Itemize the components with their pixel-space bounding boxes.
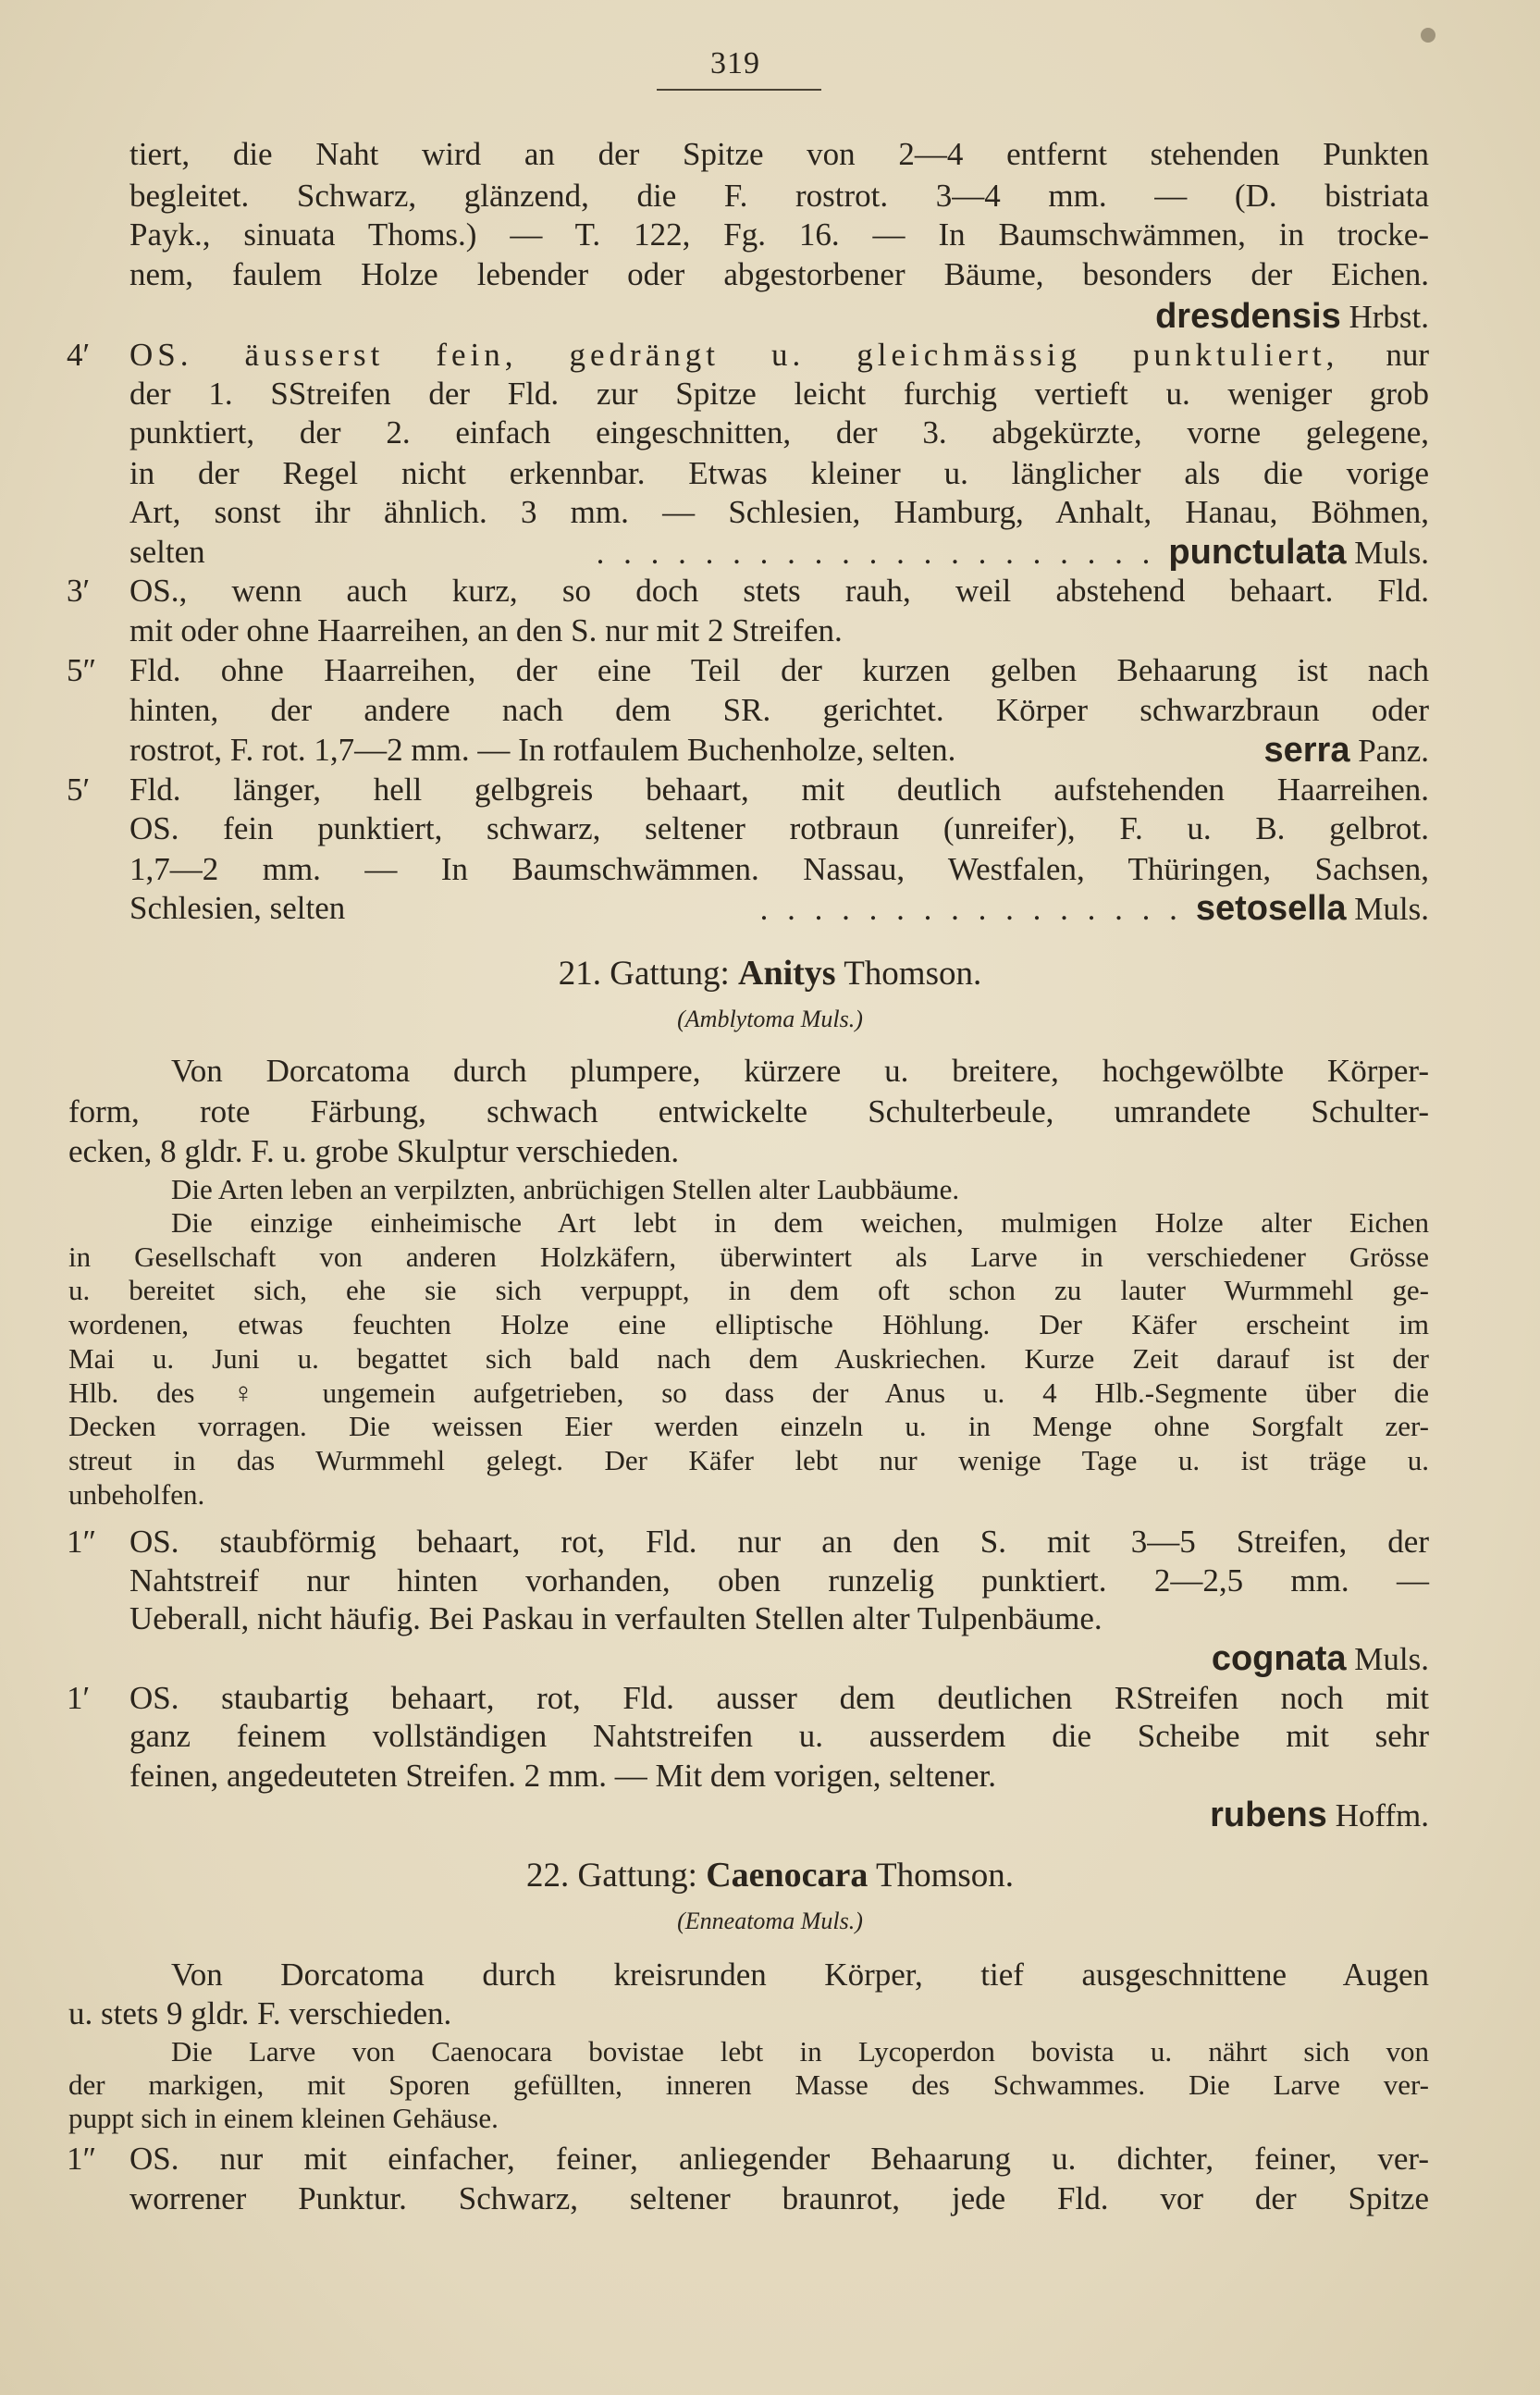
text-line	[0, 1051, 1540, 1092]
line-text	[129, 650, 1429, 691]
genus-heading	[0, 953, 1540, 994]
species-name: rubens	[1210, 1796, 1327, 1834]
text-line	[0, 176, 1540, 216]
line-text	[129, 2179, 1429, 2219]
line-text	[129, 770, 1429, 810]
text-line	[0, 532, 1540, 573]
line-content: Nahtstreif nur hinten vorhanden, oben runzelig punktiert. 2—2,5 mm. —	[129, 1562, 1429, 1599]
line-text	[129, 254, 1429, 295]
line-text: Die Larve von Caenocara bovistae lebt in Lycoperdon bovista u. nährt sich von	[171, 2035, 1429, 2068]
line-text: Von Dorcatoma durch kreisrunden Körper, tief ausgeschnittene Augen	[171, 1957, 1429, 1993]
line-content: tiert, die Naht wird an der Spitze von 2—4 entfernt stehenden Punkten	[129, 136, 1429, 172]
line-text: Mai u. Juni u. begattet sich bald nach dem Auskriechen. Kurze Zeit darauf ist der	[68, 1342, 1429, 1375]
line-text: der markigen, mit Sporen gefüllten, inneren Masse des Schwammes. Die Larve ver-	[68, 2068, 1429, 2101]
key-number: 1″	[67, 1524, 97, 1560]
species-name: dresdensis	[1155, 297, 1341, 336]
line-text	[129, 1756, 1429, 1796]
line-content: worrener Punktur. Schwarz, seltener braunrot, jede Fld. vor der Spitze	[129, 2180, 1429, 2216]
line-text: streut in das Wurmmehl gelegt. Der Käfer lebt nur wenige Tage u. ist träge u.	[68, 1444, 1429, 1476]
line-text: form, rote Färbung, schwach entwickelte Schulterbeule, umrandete Schulter-	[68, 1093, 1429, 1130]
text-line	[0, 1795, 1540, 1835]
text-line	[0, 1638, 1540, 1679]
line-content: begleitet. Schwarz, glänzend, die F. rostrot. 3—4 mm. — (D. bistriata	[129, 178, 1429, 214]
line-text	[129, 690, 1429, 731]
leader-dots: . . . . . . . . . . . . . . . .	[759, 891, 1183, 927]
line-text: in Gesellschaft von anderen Holzkäfern, überwintert als Larve in verschiedener Grösse	[68, 1241, 1429, 1273]
text-line	[0, 571, 1540, 611]
line-text	[129, 571, 1429, 611]
line-text	[129, 413, 1429, 453]
text-line	[0, 690, 1540, 731]
line-text	[129, 1522, 1429, 1562]
genus-name: Caenocara	[706, 1856, 869, 1895]
line-text: wordenen, etwas feuchten Holze eine elliptische Höhlung. Der Käfer erscheint im	[68, 1308, 1429, 1340]
key-number: 5″	[67, 652, 97, 688]
species-author: Panz.	[1358, 733, 1429, 769]
species-author: Hoffm.	[1335, 1797, 1429, 1833]
text-line	[0, 1955, 1540, 1995]
line-content: ganz feinem vollständigen Nahtstreifen u. ausserdem die Scheibe mit sehr	[129, 1718, 1429, 1754]
key-number: 1″	[67, 2141, 97, 2177]
line-text: Hlb. des ♀ ungemein aufgetrieben, so dass der Anus u. 4 Hlb.-Segmente über die	[68, 1377, 1429, 1409]
page-number-rule	[657, 89, 821, 91]
species-name: punctulata	[1168, 533, 1347, 572]
line-text	[129, 453, 1429, 494]
text-line	[0, 2139, 1540, 2179]
species-name: serra	[1263, 731, 1350, 770]
genus-heading-prefix: 21. Gattung:	[558, 955, 730, 993]
biology-line	[0, 2098, 1540, 2139]
genus-author: Thomson.	[844, 955, 982, 993]
species-line	[129, 296, 1429, 338]
line-text	[129, 611, 1429, 651]
text-line	[0, 849, 1540, 890]
line-text: Decken vorragen. Die weissen Eier werden einzeln u. in Menge ohne Sorgfalt zer-	[68, 1410, 1429, 1442]
key-number: 1′	[67, 1680, 91, 1716]
species-author: Muls.	[1354, 891, 1429, 927]
line-text	[129, 1716, 1429, 1757]
line-text: Schlesien, selten	[129, 890, 346, 926]
line-content: Ueberall, nicht häufig. Bei Paskau in verfaulten Stellen alter Tulpenbäume.	[129, 1600, 1103, 1636]
line-content: in der Regel nicht erkennbar. Etwas kleiner u. länglicher als die vorige	[129, 455, 1429, 491]
line-text: Die Arten leben an verpilzten, anbrüchigen Stellen alter Laubbäume.	[171, 1173, 960, 1205]
line-text	[129, 374, 1429, 414]
key-number: 3′	[67, 573, 91, 609]
text-line	[0, 1994, 1540, 2034]
text-line	[0, 1131, 1540, 1172]
text-line	[0, 254, 1540, 295]
genus-heading-prefix: 22. Gattung:	[525, 1857, 697, 1895]
ink-spot	[1421, 28, 1435, 43]
line-text: unbeholfen.	[68, 1478, 205, 1511]
line-text	[129, 176, 1429, 216]
text-line	[0, 2179, 1540, 2219]
genus-author: Thomson.	[875, 1857, 1015, 1895]
line-text	[129, 849, 1429, 890]
spaced-text: OS. äusserst fein, gedrängt u. gleichmässig punktuliert,	[129, 337, 1339, 373]
genus-synonym: (Amblytoma Muls.)	[677, 1006, 863, 1032]
line-text: Von Dorcatoma durch plumpere, kürzere u. breitere, hochgewölbte Körper-	[171, 1053, 1429, 1089]
species-line	[129, 1638, 1429, 1680]
text-line	[0, 611, 1540, 651]
species-line	[129, 888, 1429, 930]
line-text	[129, 335, 1429, 376]
line-content: feinen, angedeuteten Streifen. 2 mm. — Mit dem vorigen, seltener.	[129, 1758, 996, 1794]
line-content: hinten, der andere nach dem SR. gerichtet. Körper schwarzbraun oder	[129, 692, 1429, 728]
text-line	[0, 1561, 1540, 1601]
line-text	[129, 809, 1429, 849]
text-line	[0, 134, 1540, 175]
text-line	[0, 809, 1540, 849]
text-line	[0, 1678, 1540, 1719]
line-content: nem, faulem Holze lebender oder abgestorbener Bäume, besonders der Eichen.	[129, 256, 1429, 292]
leader-dots: . . . . . . . . . . . . . . . . . . . . .	[596, 535, 1156, 571]
text-line	[0, 770, 1540, 810]
text-line	[0, 296, 1540, 337]
key-number: 4′	[67, 337, 91, 373]
line-content: punktiert, der 2. einfach eingeschnitten, der 3. abgekürzte, vorne gelegene,	[129, 414, 1429, 451]
line-text	[129, 1678, 1429, 1719]
species-author: Muls.	[1354, 535, 1429, 571]
text-line	[0, 1522, 1540, 1562]
text-line	[0, 453, 1540, 494]
line-text: selten	[129, 534, 205, 570]
line-text	[129, 1561, 1429, 1601]
line-text: ecken, 8 gldr. F. u. grobe Skulptur verschieden.	[68, 1133, 680, 1169]
text-line	[0, 1756, 1540, 1796]
text-line	[0, 1716, 1540, 1757]
species-name: setosella	[1195, 889, 1347, 928]
line-content: nur	[1386, 337, 1429, 373]
text-line	[0, 215, 1540, 255]
species-line	[129, 1795, 1429, 1836]
line-content: OS., wenn auch kurz, so doch stets rauh, weil abstehend behaart. Fld.	[129, 573, 1429, 609]
line-content: 1,7—2 mm. — In Baumschwämmen. Nassau, Westfalen, Thüringen, Sachsen,	[129, 851, 1429, 887]
line-text	[129, 492, 1429, 533]
line-text: puppt sich in einem kleinen Gehäuse.	[68, 2102, 499, 2134]
line-content: mit oder ohne Haarreihen, an den S. nur mit 2 Streifen.	[129, 612, 843, 648]
text-line	[0, 650, 1540, 691]
line-text	[129, 1599, 1429, 1639]
line-text	[129, 2139, 1429, 2179]
species-name: cognata	[1211, 1639, 1347, 1678]
line-content: OS. staubartig behaart, rot, Fld. ausser dem deutlichen RStreifen noch mit	[129, 1680, 1429, 1716]
line-text: u. stets 9 gldr. F. verschieden.	[68, 1995, 452, 2031]
line-text	[129, 215, 1429, 255]
line-text: u. bereitet sich, ehe sie sich verpuppt, in dem oft schon zu lauter Wurmmehl ge-	[68, 1274, 1429, 1306]
line-content: OS. fein punktiert, schwarz, seltener rotbraun (unreifer), F. u. B. gelbrot.	[129, 810, 1429, 846]
line-content: Fld. ohne Haarreihen, der eine Teil der kurzen gelben Behaarung ist nach	[129, 652, 1429, 688]
text-line	[0, 413, 1540, 453]
line-text	[129, 134, 1429, 175]
text-line	[0, 1599, 1540, 1639]
text-line	[0, 492, 1540, 533]
species-line	[129, 730, 1429, 772]
line-content: Payk., sinuata Thoms.) — T. 122, Fg. 16. — In Baumschwämmen, in trocke-	[129, 216, 1429, 253]
line-content: Art, sonst ihr ähnlich. 3 mm. — Schlesien, Hamburg, Anhalt, Hanau, Böhmen,	[129, 494, 1429, 530]
species-author: Hrbst.	[1349, 299, 1429, 335]
line-content: OS. nur mit einfacher, feiner, anliegender Behaarung u. dichter, feiner, ver-	[129, 2141, 1429, 2177]
text-line	[0, 335, 1540, 376]
text-line	[0, 374, 1540, 414]
genus-name: Anitys	[738, 954, 836, 993]
line-content: Fld. länger, hell gelbgreis behaart, mit deutlich aufstehenden Haarreihen.	[129, 772, 1429, 808]
line-text: Die einzige einheimische Art lebt in dem weichen, mulmigen Holze alter Eichen	[171, 1206, 1429, 1239]
text-line	[0, 888, 1540, 929]
genus-synonym: (Enneatoma Muls.)	[677, 1907, 863, 1934]
species-author: Muls.	[1354, 1641, 1429, 1677]
key-number: 5′	[67, 772, 91, 808]
page-number: 319	[710, 46, 760, 80]
genus-heading	[0, 1855, 1540, 1895]
text-line	[0, 730, 1540, 771]
line-content: OS. staubförmig behaart, rot, Fld. nur an den S. mit 3—5 Streifen, der	[129, 1524, 1429, 1560]
biology-line	[0, 1475, 1540, 1515]
line-content: der 1. SStreifen der Fld. zur Spitze leicht furchig vertieft u. weniger grob	[129, 376, 1429, 412]
line-text: rostrot, F. rot. 1,7—2 mm. — In rotfaulem Buchenholze, selten.	[129, 732, 956, 768]
text-line	[0, 1092, 1540, 1132]
species-line	[129, 532, 1429, 574]
